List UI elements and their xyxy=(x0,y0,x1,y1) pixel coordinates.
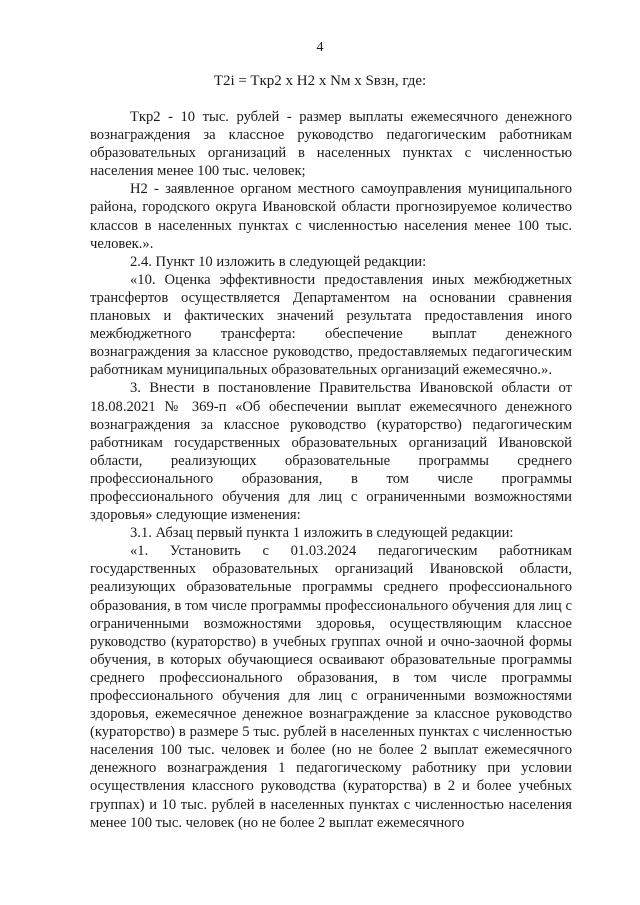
paragraph-h2-definition: H2 - заявленное органом местного самоуправления муниципального района, городского округа Ивановской области прогнозируемое количество классов в населенных пунктах с численностью населения менее 100 тыс. человек.». xyxy=(90,181,572,252)
paragraph-point-1: «1. Установить с 01.03.2024 педагогическим работникам государственных образовательных организаций Ивановской области, реализующих образовательные программы среднего профессионального образования, в том числе программы профессионального обучения для лиц с ограниченными возможностями здоровья, осуществляющим классное руководство (кураторство) в учебных группах очной и очно-заочной формы обучения, в которых обучающиеся осваивают образовательные программы среднего профессионального образования, в том числе программы профессионального обучения для лиц с ограниченными возможностями здоровья, ежемесячное денежное вознаграждение за классное руководство (кураторство) в размере 5 тыс. рублей в населенных пунктах с численностью населения 100 тыс. человек и более (но не более 2 выплат ежемесячного денежного вознаграждения 1 педагогическому работнику при условии осуществления классного руководства (кураторства) в 2 и более учебных группах) и 10 тыс. рублей в населенных пунктах с численностью населения менее 100 тыс. человек (но не более 2 выплат ежемесячного xyxy=(90,543,572,831)
paragraph-point-10: «10. Оценка эффективности предоставления иных межбюджетных трансфертов осуществляется Департаментом на основании сравнения плановых и фактических значений результата предоставления иного межбюджетного трансферта: обеспечение выплат денежного вознаграждения за классное руководство, предоставляемых педагогическим работникам муниципальных образовательных организаций ежемесячно.». xyxy=(90,271,572,379)
paragraph-3-amend-decree: 3. Внести в постановление Правительства Ивановской области от 18.08.2021 № 369-п «Об обеспечении выплат ежемесячного денежного вознаграждения за классное руководство (кураторство) педагогическим работникам государственных образовательных организаций Ивановской области, реализующих образовательные программы среднего профессионального образования, в том числе программы профессионального обучения для лиц с ограниченными возможностями здоровья» следующие изменения: xyxy=(90,380,572,524)
paragraph-tkr2-definition: Tкр2 - 10 тыс. рублей - размер выплаты ежемесячного денежного вознаграждения за классное руководство педагогическим работникам образовательных организаций в населенных пунктах с численностью населения менее 100 тыс. человек; xyxy=(90,109,572,180)
paragraph-2-4-heading: 2.4. Пункт 10 изложить в следующей редакции: xyxy=(130,253,427,270)
page-number: 4 xyxy=(316,40,324,55)
paragraph-3-1-heading: 3.1. Абзац первый пункта 1 изложить в следующей редакции: xyxy=(130,525,514,542)
formula-line: T2i = Tкр2 x H2 x Nм x Sвзн, где: xyxy=(213,73,427,89)
document-body xyxy=(90,108,572,832)
